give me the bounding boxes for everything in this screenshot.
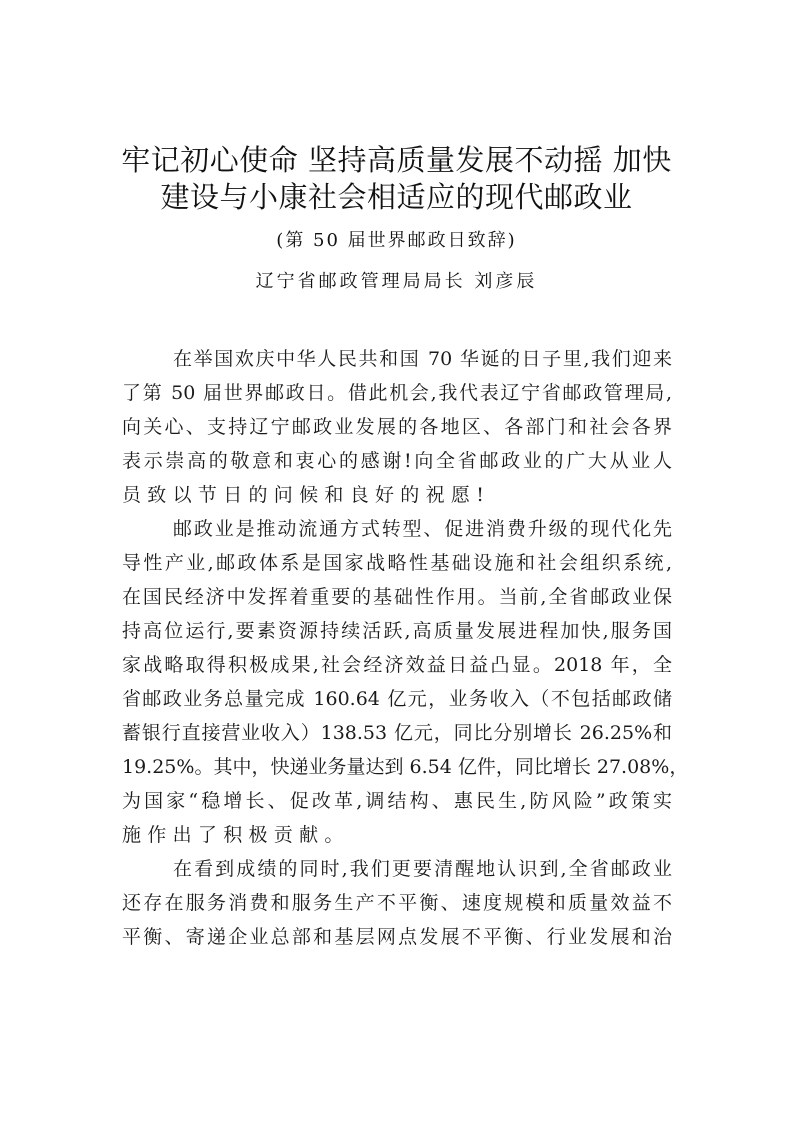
title-line-2: 建设与小康社会相适应的现代邮政业: [160, 180, 633, 214]
body-line: 向关心、支持辽宁邮政业发展的各地区、各部门和社会各界: [122, 416, 672, 438]
body-line: 导性产业,邮政体系是国家战略性基础设施和社会组织系统,: [122, 552, 672, 574]
body-line: 在举国欢庆中华人民共和国 70 华诞的日子里,我们迎来: [173, 348, 672, 370]
body-line: 员致以节日的问候和良好的祝愿!: [122, 484, 491, 506]
body-line: 在看到成绩的同时,我们更要清醒地认识到,全省邮政业: [173, 858, 672, 880]
title-line-1: 牢记初心使命 坚持高质量发展不动摇 加快: [121, 143, 672, 177]
subtitle: (第 50 届世界邮政日致辞): [276, 230, 517, 251]
body-line: 施作出了积极贡献。: [122, 824, 350, 846]
body-line: 了第 50 届世界邮政日。借此机会,我代表辽宁省邮政管理局,: [122, 382, 672, 404]
body-line: 邮政业是推动流通方式转型、促进消费升级的现代化先: [173, 518, 672, 540]
body-line: 蓄银行直接营业收入）138.53 亿元，同比分别增长 26.25%和: [122, 722, 672, 744]
body-line: 持高位运行,要素资源持续活跃,高质量发展进程加快,服务国: [122, 620, 672, 642]
body-line: 19.25%。其中，快递业务量达到 6.54 亿件，同比增长 27.08%，: [122, 756, 689, 778]
author-line: 辽宁省邮政管理局局长 刘彦辰: [255, 271, 538, 292]
body-line: 表示崇高的敬意和衷心的感谢!向全省邮政业的广大从业人: [122, 450, 672, 472]
body-line: 家战略取得积极成果,社会经济效益日益凸显。2018 年，全: [122, 654, 672, 676]
body-line: 平衡、寄递企业总部和基层网点发展不平衡、行业发展和治: [122, 926, 672, 948]
body-line: 还存在服务消费和服务生产不平衡、速度规模和质量效益不: [122, 892, 672, 914]
body-line: 在国民经济中发挥着重要的基础性作用。当前,全省邮政业保: [122, 586, 672, 608]
body-line: 省邮政业务总量完成 160.64 亿元，业务收入（不包括邮政储: [122, 688, 672, 710]
body-line: 为国家“稳增长、促改革,调结构、惠民生,防风险”政策实: [122, 790, 672, 812]
